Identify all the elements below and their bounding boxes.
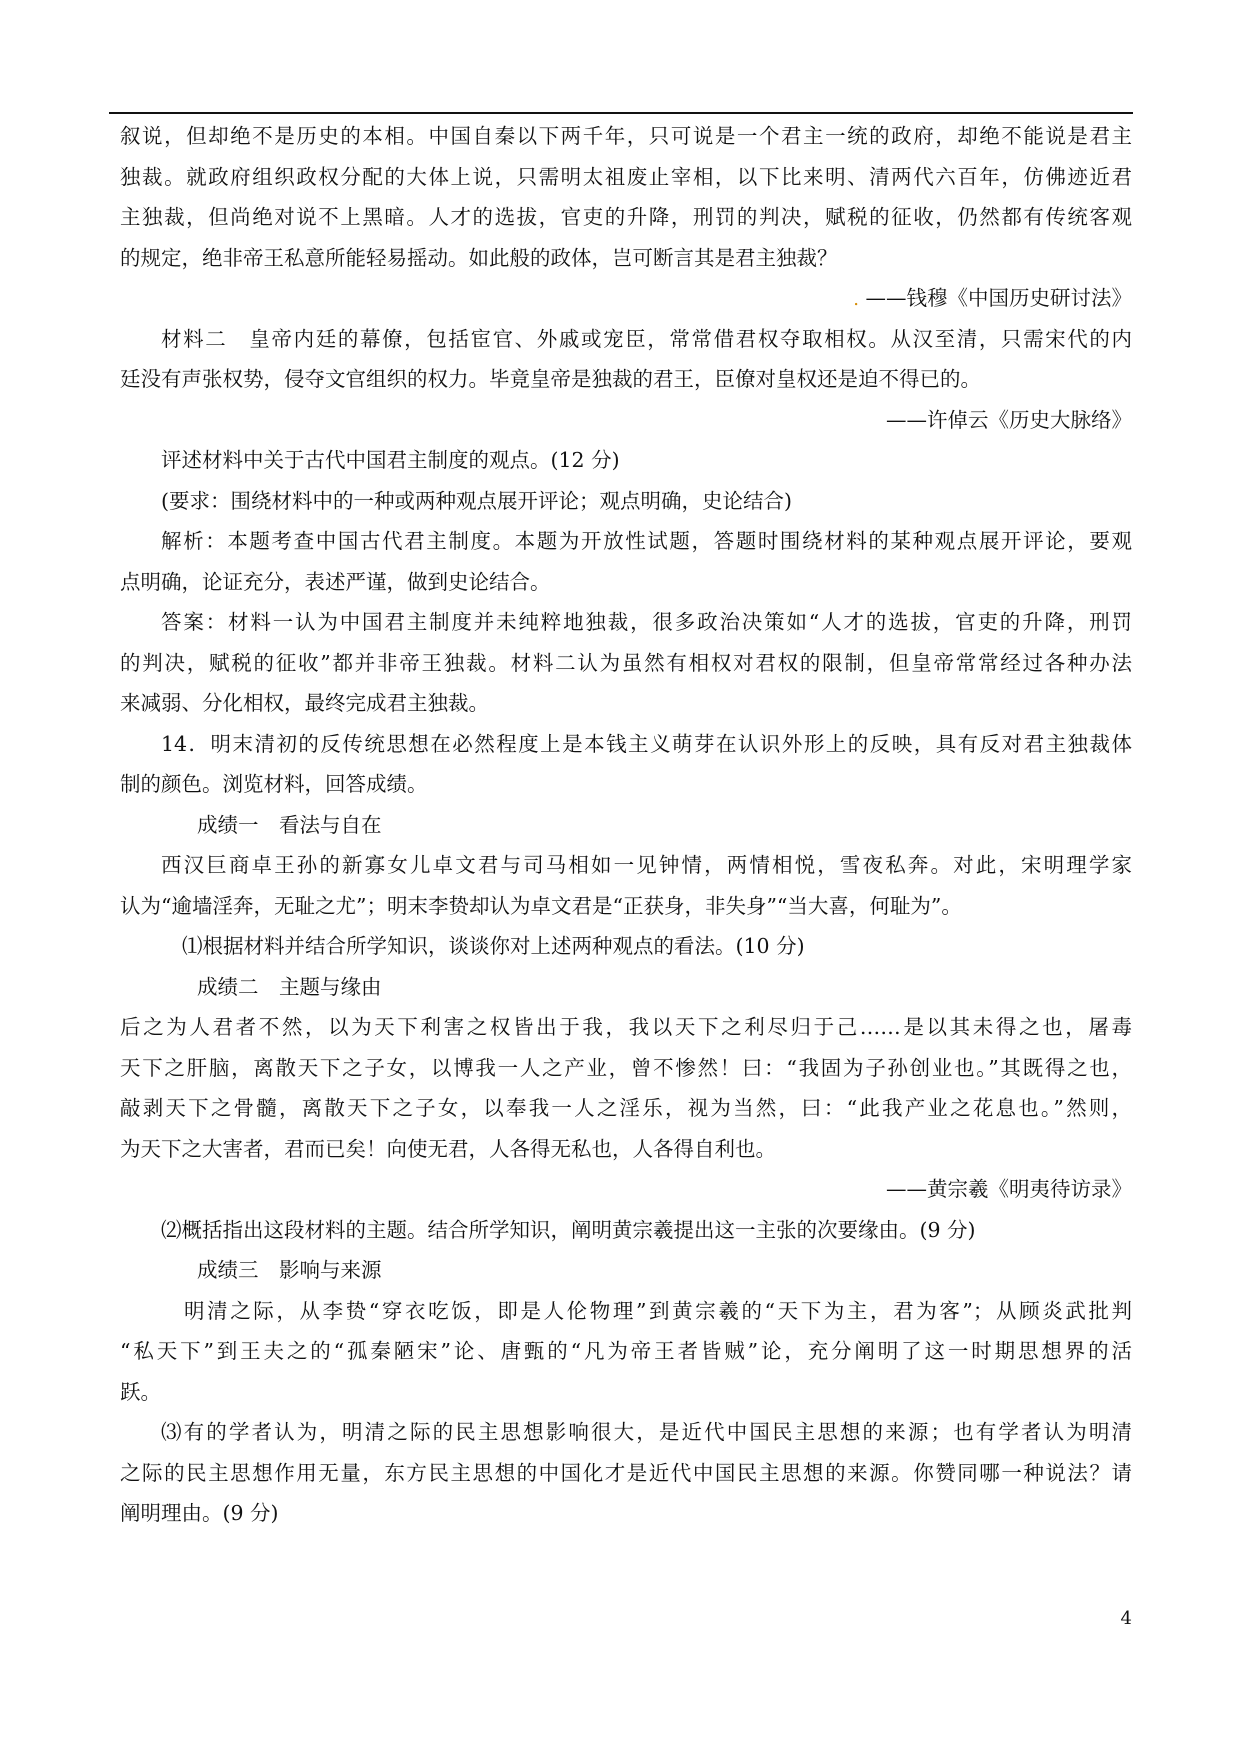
quote-line: 敲剥天下之骨髓，离散天下之子女，以奉我一人之淫乐，视为当然，曰：“此我产业之花息也。”然则，: [120, 1096, 1132, 1120]
document-body: [120, 116, 1132, 1534]
quote-line: 后之为人君者不然，以为天下利害之权皆出于我，我以天下之利尽归于己……是以其未得之也，屠毒: [120, 1015, 1132, 1039]
material-line: 明清之际，从李贽“穿衣吃饭，即是人伦物理”到黄宗羲的“天下为主，君为客”；从顾炎武批判: [184, 1298, 1132, 1323]
stray-mark: .: [853, 289, 859, 310]
text-line: 材料二 皇帝内廷的幕僚，包括宦官、外戚或宠臣，常常借君权夺取相权。从汉至清，只需宋代的内: [161, 326, 1132, 351]
text-line: 廷没有声张权势，侵夺文官组织的权力。毕竟皇帝是独裁的君王，臣僚对皇权还是迫不得已的。: [120, 367, 981, 391]
question-prompt: 评述材料中关于古代中国君主制度的观点。(12 分): [161, 448, 620, 472]
section-heading: 成绩三 影响与来源: [197, 1258, 382, 1282]
page-number: 4: [1120, 1608, 1132, 1629]
sub-question: ⑵概括指出这段材料的主题。结合所学知识，阐明黄宗羲提出这一主张的次要缘由。(9 分): [161, 1217, 976, 1242]
material-line: “私天下”到王夫之的“孤秦陋宋”论、唐甄的“凡为帝王者皆贼”论，充分阐明了这一时期思想界的活: [120, 1339, 1132, 1363]
question-requirement: (要求：围绕材料中的一种或两种观点展开评论；观点明确，史论结合): [161, 488, 792, 513]
quote-line: 天下之肝脑，离散天下之子女，以博我一人之产业，曾不惨然！曰：“我固为子孙创业也。”其既得之也，: [120, 1055, 1132, 1080]
answer-line: 的判决，赋税的征收”都并非帝王独裁。材料二认为虽然有相权对君权的限制，但皇帝常常经过各种办法: [120, 650, 1132, 675]
question-14-line: 制的颜色。浏览材料，回答成绩。: [120, 772, 428, 796]
header-rule: [109, 112, 1133, 114]
text-line: 叙说，但却绝不是历史的本相。中国自秦以下两千年，只可说是一个君主一统的政府，却绝不能说是君主: [120, 124, 1132, 148]
sub-question: ⑶有的学者认为，明清之际的民主思想影响很大，是近代中国民主思想的来源；也有学者认为明清: [161, 1420, 1132, 1444]
material-line: 西汉巨商卓王孙的新寡女儿卓文君与司马相如一见钟情，两情相悦，雪夜私奔。对此，宋明理学家: [161, 853, 1132, 877]
text-line: 主独裁，但尚绝对说不上黑暗。人才的选拔，官吏的升降，刑罚的判决，赋税的征收，仍然都有传统客观: [120, 205, 1132, 229]
answer-line: 来减弱、分化相权，最终完成君主独裁。: [120, 691, 489, 715]
citation-xu-zhuoyun: ——许倬云《历史大脉络》: [886, 407, 1132, 432]
text-line: 的规定，绝非帝王私意所能轻易摇动。如此般的政体，岂可断言其是君主独裁？: [120, 245, 838, 270]
citation-text: ——钱穆《中国历史研讨法》: [865, 286, 1132, 310]
analysis-line: 解析：本题考查中国古代君主制度。本题为开放性试题，答题时围绕材料的某种观点展开评论，要观: [161, 529, 1132, 553]
material-line: 跃。: [120, 1379, 161, 1404]
question-14-line: 14．明末清初的反传统思想在必然程度上是本钱主义萌芽在认识外形上的反映，具有反对君主独裁体: [161, 731, 1132, 756]
sub-question: 之际的民主思想作用无量，东方民主思想的中国化才是近代中国民主思想的来源。你赞同哪一种说法？请: [120, 1460, 1132, 1485]
sub-question: 阐明理由。(9 分): [120, 1501, 279, 1525]
quote-line: 为天下之大害者，君而已矣！向使无君，人各得无私也，人各得自利也。: [120, 1136, 776, 1161]
section-heading: 成绩一 看法与自在: [197, 812, 382, 837]
citation-huang-zongxi: ——黄宗羲《明夷待访录》: [886, 1177, 1132, 1201]
section-heading: 成绩二 主题与缘由: [197, 974, 382, 999]
answer-line: 答案：材料一认为中国君主制度并未纯粹地独裁，很多政治决策如“人才的选拔，官吏的升降，刑罚: [161, 610, 1132, 634]
citation-qian-mu: [120, 278, 1132, 319]
text-line: 独裁。就政府组织政权分配的大体上说，只需明太祖废止宰相，以下比来明、清两代六百年，仿佛迹近君: [120, 164, 1132, 189]
sub-question: ⑴根据材料并结合所学知识，谈谈你对上述两种观点的看法。(10 分): [182, 934, 805, 958]
material-line: 认为“逾墙淫奔，无耻之尤”；明末李贽却认为卓文君是“正获身，非失身”“当大喜，何耻为”。: [120, 893, 962, 918]
analysis-line: 点明确，论证充分，表述严谨，做到史论结合。: [120, 569, 551, 594]
